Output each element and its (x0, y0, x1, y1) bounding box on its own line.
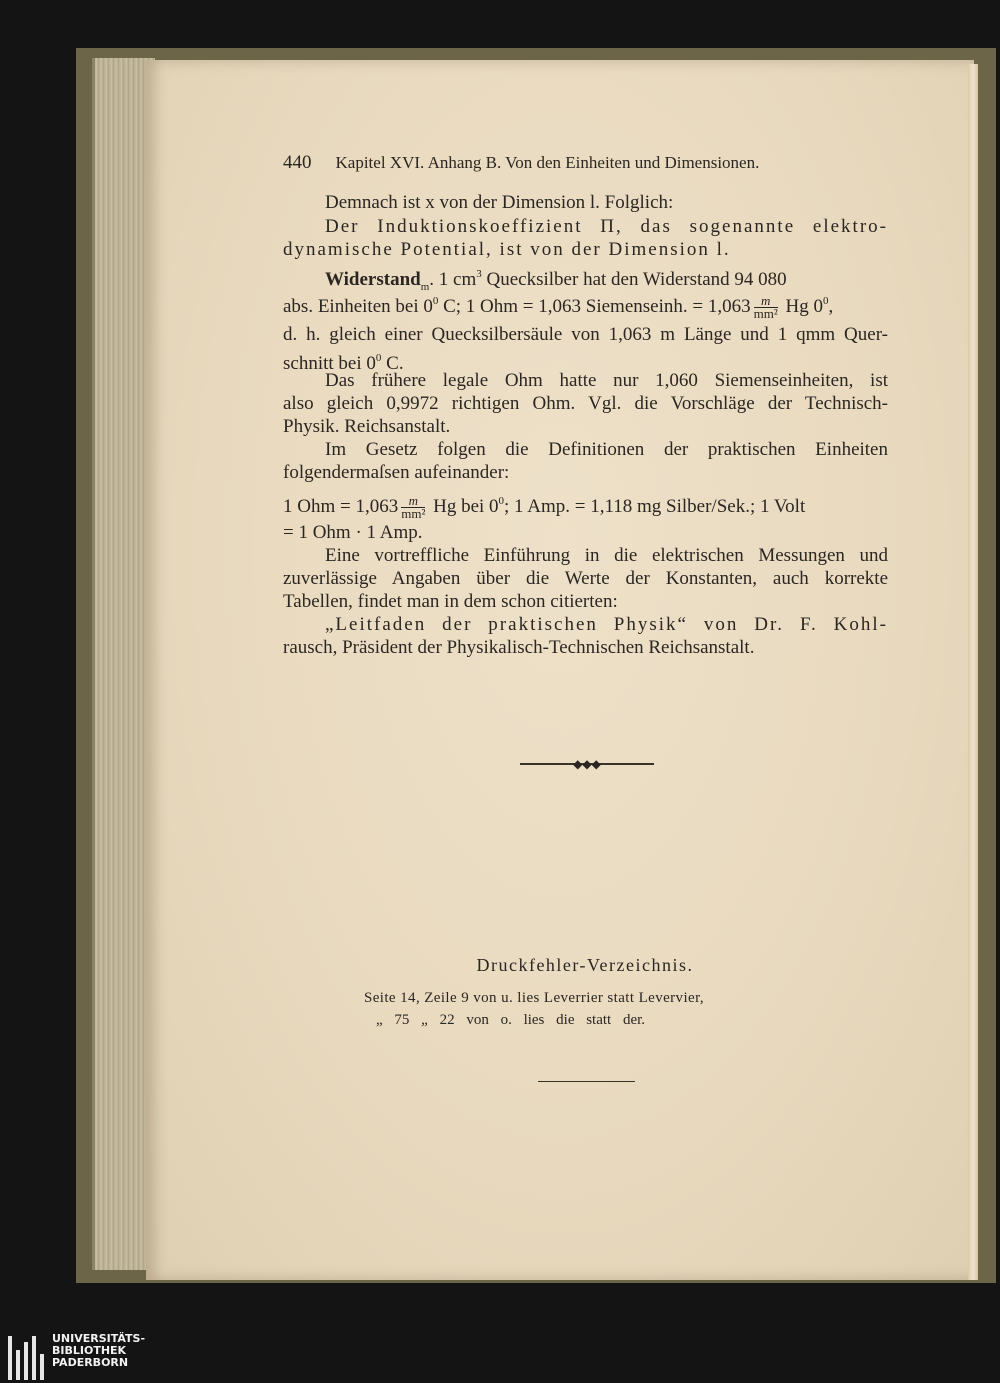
closing-rule (538, 1081, 635, 1082)
logo-line: PADERBORN (52, 1356, 129, 1369)
logo-line: UNIVERSITÄTS- (52, 1332, 146, 1345)
text-line: Demnach ist x von der Dimension l. Folglich: (325, 192, 674, 213)
fraction (754, 295, 778, 320)
fraction-numerator: m (754, 295, 778, 308)
errata-title: Druckfehler-Verzeichnis. (476, 955, 694, 975)
text-span: abs. Einheiten bei 0 (283, 296, 433, 317)
text-span: , (828, 296, 834, 317)
fraction-denominator: mm² (401, 506, 426, 522)
superscript: 0 (432, 295, 439, 307)
text-line (283, 490, 888, 520)
superscript: 3 (476, 268, 482, 280)
text-line: Physik. Reichsanstalt. (283, 416, 451, 437)
text-span: . 1 cm (429, 269, 477, 290)
superscript: 0 (822, 295, 829, 307)
text-span: C; 1 Ohm = 1,063 Siemenseinh. = 1,063 (438, 296, 751, 317)
text-line: dynamische Potential, ist von der Dimension l. (283, 239, 731, 260)
text-line: „Leitfaden der praktischen Physik“ von Dr. F. Kohl- (325, 614, 888, 635)
text-line: d. h. gleich einer Quecksilbersäule von 1,063 m Länge und 1 qmm Quer- (283, 324, 888, 345)
text-line: rausch, Präsident der Physikalisch-Technischen Reichsanstalt. (283, 637, 755, 658)
page-right-edge (968, 64, 978, 1280)
text-span: Quecksilber hat den Widerstand 94 080 (481, 269, 787, 290)
text-line: Das frühere legale Ohm hatte nur 1,060 Siemenseinheiten, ist (325, 370, 888, 391)
footer-bar (0, 1333, 1000, 1383)
text-line: folgendermaſsen aufeinander: (283, 462, 510, 483)
library-logo-text (52, 1333, 145, 1369)
logo-line: BIBLIOTHEK (52, 1344, 127, 1357)
fraction-denominator: mm² (753, 306, 778, 322)
fraction (401, 495, 425, 520)
running-head-title: Kapitel XVI. Anhang B. Von den Einheiten und Dimensionen. (335, 153, 760, 172)
text-span: schnitt bei 0 (283, 353, 376, 374)
fraction-numerator: m (401, 495, 425, 508)
text-line: also gleich 0,9972 richtigen Ohm. Vgl. die Vorschläge der Technisch- (283, 393, 888, 414)
page-number: 440 (283, 152, 312, 173)
text-span: C. (381, 353, 404, 374)
running-head (283, 152, 888, 174)
text-line: Tabellen, findet man in dem schon citierten: (283, 591, 618, 612)
text-span: ; 1 Amp. = 1,118 mg Silber/Sek.; 1 Volt (504, 496, 806, 517)
text-line: Der Induktionskoeffizient Π, das sogenannte elektro- (325, 216, 888, 237)
text-line: = 1 Ohm · 1 Amp. (283, 522, 423, 543)
bold-term: Widerstand (325, 269, 421, 290)
text-line (283, 290, 888, 320)
text-span: Hg 0 (780, 296, 823, 317)
superscript: 0 (498, 495, 505, 507)
text-line: Im Gesetz folgen die Definitionen der praktischen Einheiten (325, 439, 888, 460)
errata-line: „ 75 „ 22 von o. lies die statt der. (376, 1012, 646, 1028)
ornament-diamond-icon: ◆◆◆ (573, 757, 601, 771)
errata-line: Seite 14, Zeile 9 von u. lies Leverrier statt Levervier, (364, 990, 705, 1006)
text-line: Eine vortreffliche Einführung in die elektrischen Messungen und (325, 545, 888, 566)
superscript: 0 (375, 352, 382, 364)
text-span: Hg bei 0 (428, 496, 499, 517)
subscript: m (420, 280, 430, 293)
text-line: zuverlässige Angaben über die Werte der Konstanten, auch korrekte (283, 568, 888, 589)
text-span: 1 Ohm = 1,063 (283, 496, 399, 517)
